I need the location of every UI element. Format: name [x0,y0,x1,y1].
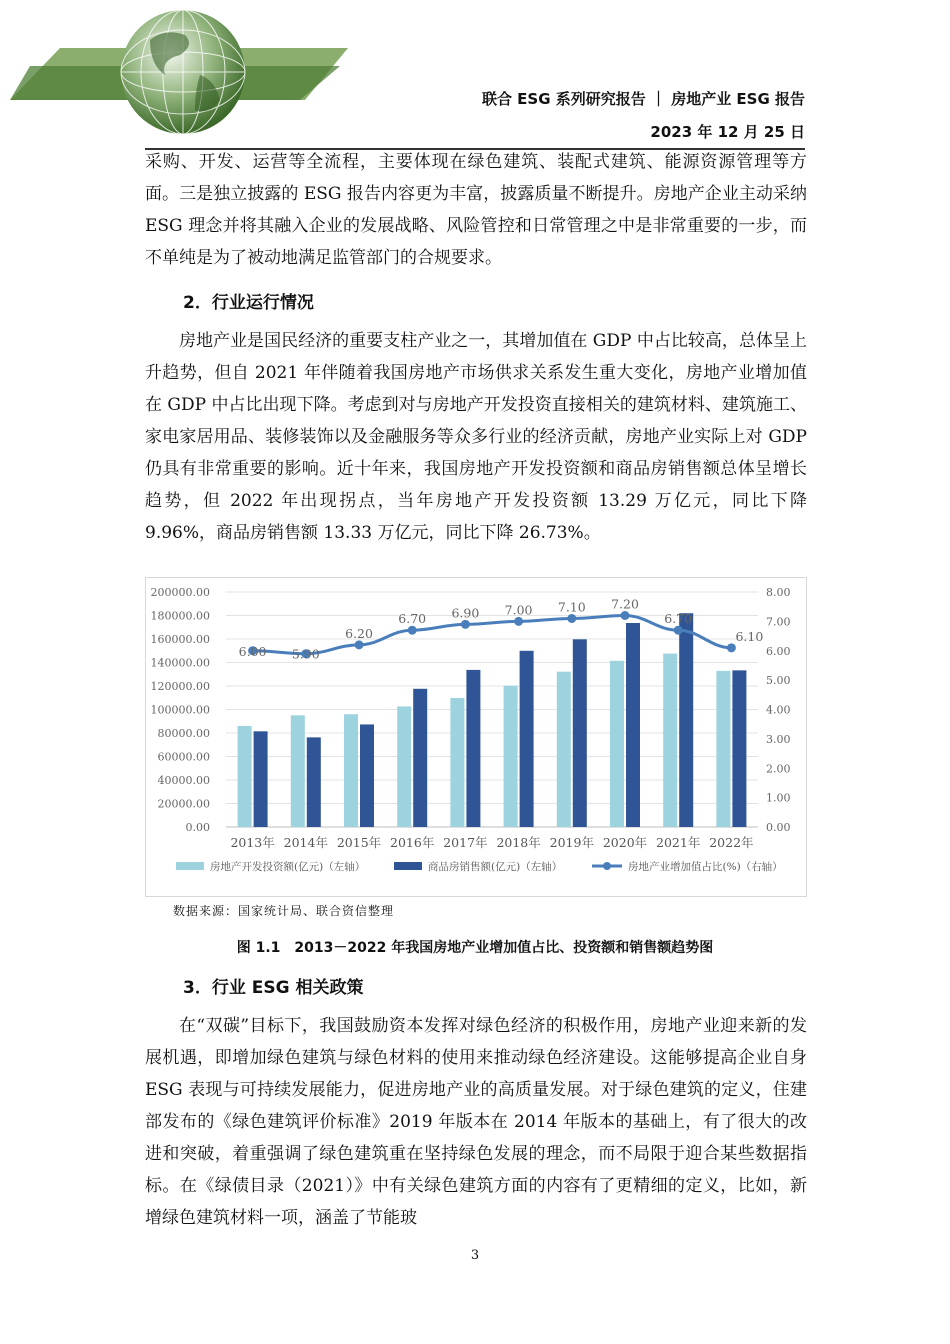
data-label: 6.90 [451,605,480,621]
line-point [461,620,470,629]
report-title: 联合 ESG 系列研究报告 ｜ 房地产业 ESG 报告 [481,90,805,108]
y-left-tick-label: 120000.00 [150,680,210,693]
data-label: 6.00 [238,643,267,659]
y-right-tick-label: 1.00 [766,791,791,805]
y-left-tick-label: 0.00 [185,821,210,834]
chart-container [145,577,807,897]
bar-sales [732,670,746,827]
bar-investment [504,686,518,827]
bar-investment [344,714,358,827]
legend-label: 房地产业增加值占比(%)（右轴） [628,861,783,873]
line-point [727,643,736,652]
paragraph-3: 在“双碳”目标下，我国鼓励资本发挥对绿色经济的积极作用，房地产业迎来新的发展机遇，即增加绿色建筑与绿色材料的使用来推动绿色经济建设。这能够提高企业自身 ESG 表现与可持续发展能力，促进房地产业的高质量发展。对于绿色建筑的定义，住建部发布的《绿色建筑评价标准》2019 年版本在 2014 年版本的基础上，有了很大的改进和突破，着重强调了绿色建筑重在坚持绿色发展的理念，而不局限于迎合某些数据指标。在《绿债目录（2021）》中有关绿色建筑方面的内容有了更精细的定义，比如，新增绿色建筑材料一项，涵盖了节能玻 [145,1016,807,1228]
y-left-tick-label: 140000.00 [150,656,210,670]
bar-investment [238,726,252,827]
line-series-gdp-share [253,616,732,654]
report-date: 2023 年 12 月 25 日 [650,123,805,141]
data-label: 6.70 [398,611,427,627]
x-tick-label: 2015年 [336,835,382,850]
x-tick-label: 2020年 [602,835,648,850]
line-point [514,617,523,626]
line-point [674,626,683,635]
trend-chart [146,578,806,896]
y-left-tick-label: 80000.00 [157,727,210,740]
bar-sales [679,613,693,827]
y-left-tick-label: 40000.00 [157,774,210,787]
legend-swatch [394,862,422,870]
bar-sales [466,670,480,827]
data-label: 7.20 [611,596,639,612]
line-point [567,614,576,623]
y-left-tick-label: 200000.00 [150,586,210,599]
bar-investment [610,661,624,827]
bar-investment [557,672,571,827]
y-left-tick-label: 100000.00 [150,703,210,717]
bar-sales [254,731,268,827]
bar-sales [573,639,587,827]
y-right-tick-label: 7.00 [766,615,791,629]
data-label: 6.10 [735,628,764,644]
data-source: 数据来源：国家统计局、联合资信整理 [173,904,395,918]
y-right-tick-label: 4.00 [766,703,791,717]
legend-label: 房地产开发投资额(亿元)（左轴） [210,861,366,873]
bar-sales [626,623,640,827]
x-tick-label: 2016年 [390,835,435,850]
y-right-tick-label: 3.00 [766,732,791,746]
y-right-tick-label: 2.00 [766,762,791,776]
data-label: 6.70 [664,611,693,627]
bar-investment [397,706,411,827]
legend-label: 商品房销售额(亿元)（左轴） [428,861,563,873]
bar-sales [520,651,534,827]
x-tick-label: 2017年 [443,835,488,850]
line-point [408,626,417,635]
data-label: 7.10 [557,599,586,615]
data-label: 7.00 [504,602,533,618]
y-left-tick-label: 20000.00 [157,797,210,811]
section-heading-2: 2．行业运行情况 [183,293,314,313]
y-right-tick-label: 5.00 [766,674,791,688]
x-tick-label: 2019年 [549,835,594,850]
data-label: 5.90 [291,646,320,662]
y-right-tick-label: 0.00 [766,821,791,834]
bar-sales [307,737,321,827]
bar-investment [716,671,730,827]
x-tick-label: 2013年 [230,835,275,850]
x-tick-label: 2014年 [283,835,328,850]
legend-swatch [176,862,204,870]
y-left-tick-label: 160000.00 [150,633,210,646]
line-point [355,640,364,649]
bar-investment [450,698,464,827]
bar-sales [413,689,427,827]
bar-sales [360,724,374,827]
legend-marker [603,862,611,870]
paragraph-1: 采购、开发、运营等全流程，主要体现在绿色建筑、装配式建筑、能源资源管理等方面。三是独立披露的 ESG 报告内容更为丰富，披露质量不断提升。房地产企业主动采纳 ESG 理念并将其融入企业的发展战略、风险管控和日常管理之中是非常重要的一步，而不单纯是为了被动地满足监管部门的合规要求。 [145,152,807,268]
y-left-tick-label: 180000.00 [150,609,210,623]
bar-investment [291,715,305,827]
page-number: 3 [470,1248,480,1263]
section-heading-3: 3．行业 ESG 相关政策 [183,978,364,998]
y-right-tick-label: 6.00 [766,644,791,658]
globe-logo-icon [0,0,360,140]
line-point [621,611,630,620]
x-tick-label: 2021年 [656,835,701,850]
y-left-tick-label: 60000.00 [157,750,210,764]
x-tick-label: 2018年 [496,835,541,850]
bar-investment [663,654,677,827]
paragraph-2: 房地产业是国民经济的重要支柱产业之一，其增加值在 GDP 中占比较高，总体呈上升趋势，但自 2021 年伴随着我国房地产市场供求关系发生重大变化，房地产业增加值在 GDP 中占比出现下降。考虑到对与房地产开发投资直接相关的建筑材料、建筑施工、家电家居用品、装修装饰以及金融服务等众多行业的经济贡献，房地产业实际上对 GDP 仍具有非常重要的影响。近十年来，我国房地产开发投资额和商品房销售额总体呈增长趋势，但 2022 年出现拐点，当年房地产开发投资额 13.29 万亿元，同比下降 9.96%，商品房销售额 13.33 万亿元，同比下降 26.73%。 [145,331,807,543]
data-label: 6.20 [345,625,373,641]
y-right-tick-label: 8.00 [766,586,791,599]
figure-caption: 图 1.1 2013－2022 年我国房地产业增加值占比、投资额和销售额趋势图 [236,940,714,956]
x-tick-label: 2022年 [709,835,754,850]
